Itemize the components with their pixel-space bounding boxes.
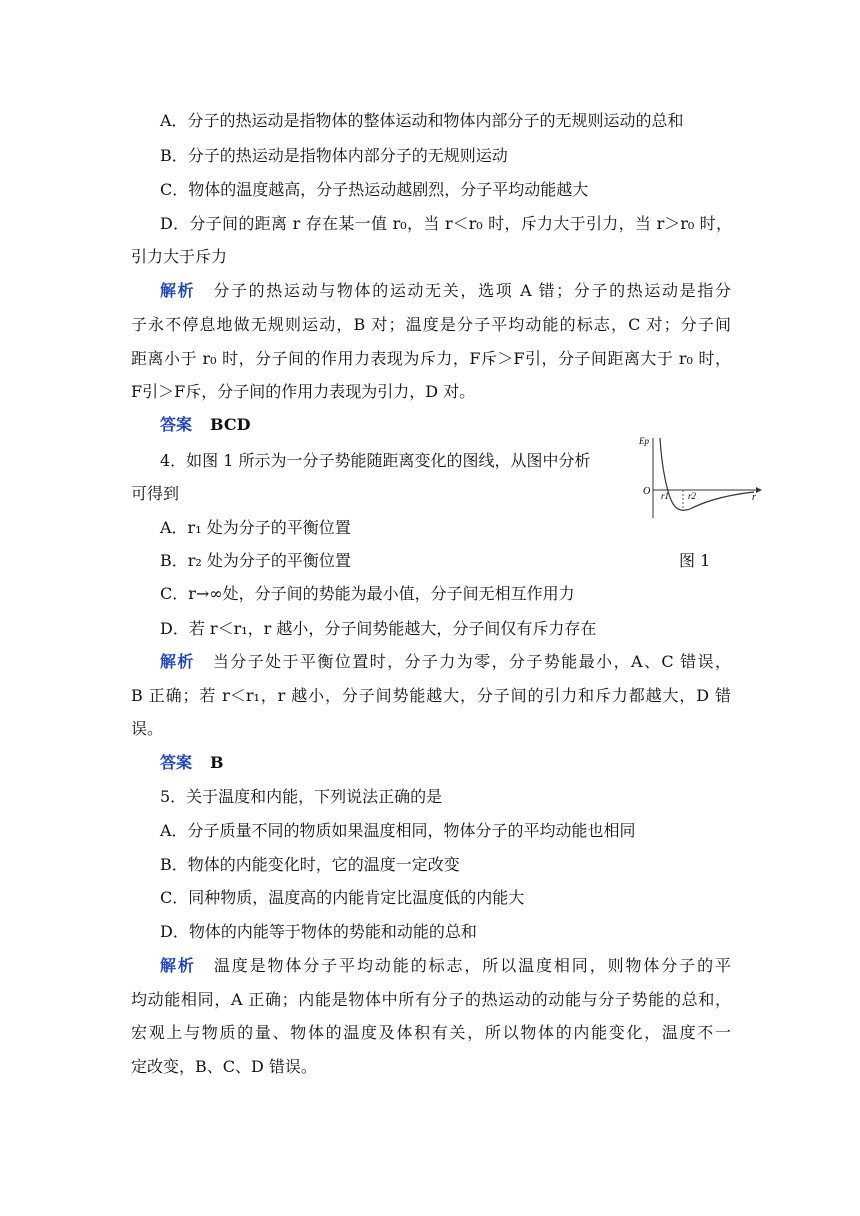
q3-explanation-line3: 距离小于 r₀ 时，分子间的作用力表现为斥力，F斥＞F引，分子间距离大于 r₀ 时， <box>131 349 731 368</box>
figure-y-label: Ep <box>639 436 649 446</box>
q5-stem: 5．关于温度和内能，下列说法正确的是 <box>160 787 443 806</box>
q3-explanation-line2: 子永不停息地做无规则运动，B 对；温度是分子平均动能的标志，C 对；分子间 <box>131 315 731 334</box>
figure-x-arrow <box>756 487 762 493</box>
q4-explanation-text1: 当分子处于平衡位置时，分子力为零，分子势能最小，A、C 错误， <box>212 652 731 671</box>
q4-answer-value: B <box>210 753 224 772</box>
q5-explanation-label: 解析 <box>160 956 196 975</box>
q5-option-b: B．物体的内能变化时，它的温度一定改变 <box>160 855 460 874</box>
q4-answer-line <box>160 752 224 774</box>
q5-explanation-line1 <box>160 955 731 977</box>
q4-explanation-line2: B 正确；若 r＜r₁，r 越小，分子间势能越大，分子间的引力和斥力都越大，D 错 <box>131 686 731 705</box>
q4-option-b: B．r₂ 处为分子的平衡位置 <box>160 551 351 570</box>
q4-explanation-line1 <box>160 651 731 673</box>
q3-explanation-label: 解析 <box>160 281 196 300</box>
q3-option-b: B．分子的热运动是指物体内部分子的无规则运动 <box>160 146 508 165</box>
q3-answer-label: 答案 <box>160 415 193 434</box>
q4-option-a: A．r₁ 处为分子的平衡位置 <box>160 518 351 537</box>
q4-option-c: C．r→∞处，分子间的势能为最小值，分子间无相互作用力 <box>160 584 575 603</box>
q3-option-c: C．物体的温度越高，分子热运动越剧烈，分子平均动能越大 <box>160 180 589 199</box>
q3-answer-line <box>160 414 250 436</box>
q5-option-d: D．物体的内能等于物体的势能和动能的总和 <box>160 922 477 941</box>
q4-explanation-label: 解析 <box>160 652 195 671</box>
q3-option-d-line2: 引力大于斥力 <box>131 247 228 266</box>
q5-explanation-line4: 定改变，B、C、D 错误。 <box>131 1057 317 1076</box>
figure-caption: 图 1 <box>679 551 711 570</box>
q4-stem-line1: 4．如图 1 所示为一分子势能随距离变化的图线，从图中分析 <box>160 451 591 470</box>
q5-explanation-line3: 宏观上与物质的量、物体的温度及体积有关，所以物体的内能变化，温度不一 <box>131 1023 731 1042</box>
figure-curve <box>660 438 754 510</box>
figure-x-label: r <box>752 492 756 503</box>
q3-explanation-line1 <box>160 280 731 302</box>
q5-option-a: A．分子质量不同的物质如果温度相同，物体分子的平均动能也相同 <box>160 821 636 840</box>
q4-explanation-line3: 误。 <box>131 719 164 738</box>
q4-answer-label: 答案 <box>160 753 193 772</box>
q5-explanation-line2: 均动能相同，A 正确；内能是物体中所有分子的热运动的动能与分子势能的总和， <box>131 990 731 1009</box>
q3-option-d-line1: D．分子间的距离 r 存在某一值 r₀，当 r＜r₀ 时，斥力大于引力，当 r＞r₀ 时， <box>160 214 732 233</box>
q4-stem-line2: 可得到 <box>131 484 180 503</box>
q3-explanation-line4: F引＞F斥，分子间的作用力表现为引力，D 对。 <box>131 382 476 401</box>
q3-option-a: A．分子的热运动是指物体的整体运动和物体内部分子的无规则运动的总和 <box>160 111 684 130</box>
potential-energy-figure <box>638 432 762 528</box>
q5-explanation-text1: 温度是物体分子平均动能的标志，所以温度相同，则物体分子的平 <box>213 956 731 975</box>
q5-option-c: C．同种物质，温度高的内能肯定比温度低的内能大 <box>160 888 525 907</box>
q3-explanation-text1: 分子的热运动与物体的运动无关，选项 A 错；分子的热运动是指分 <box>213 281 731 300</box>
figure-r2-label: r2 <box>688 491 697 501</box>
figure-r1-label: r1 <box>661 491 670 501</box>
figure-origin-label: O <box>643 486 651 497</box>
q3-answer-value: BCD <box>210 415 251 434</box>
q4-option-d: D．若 r＜r₁，r 越小，分子间势能越大，分子间仅有斥力存在 <box>160 619 597 638</box>
